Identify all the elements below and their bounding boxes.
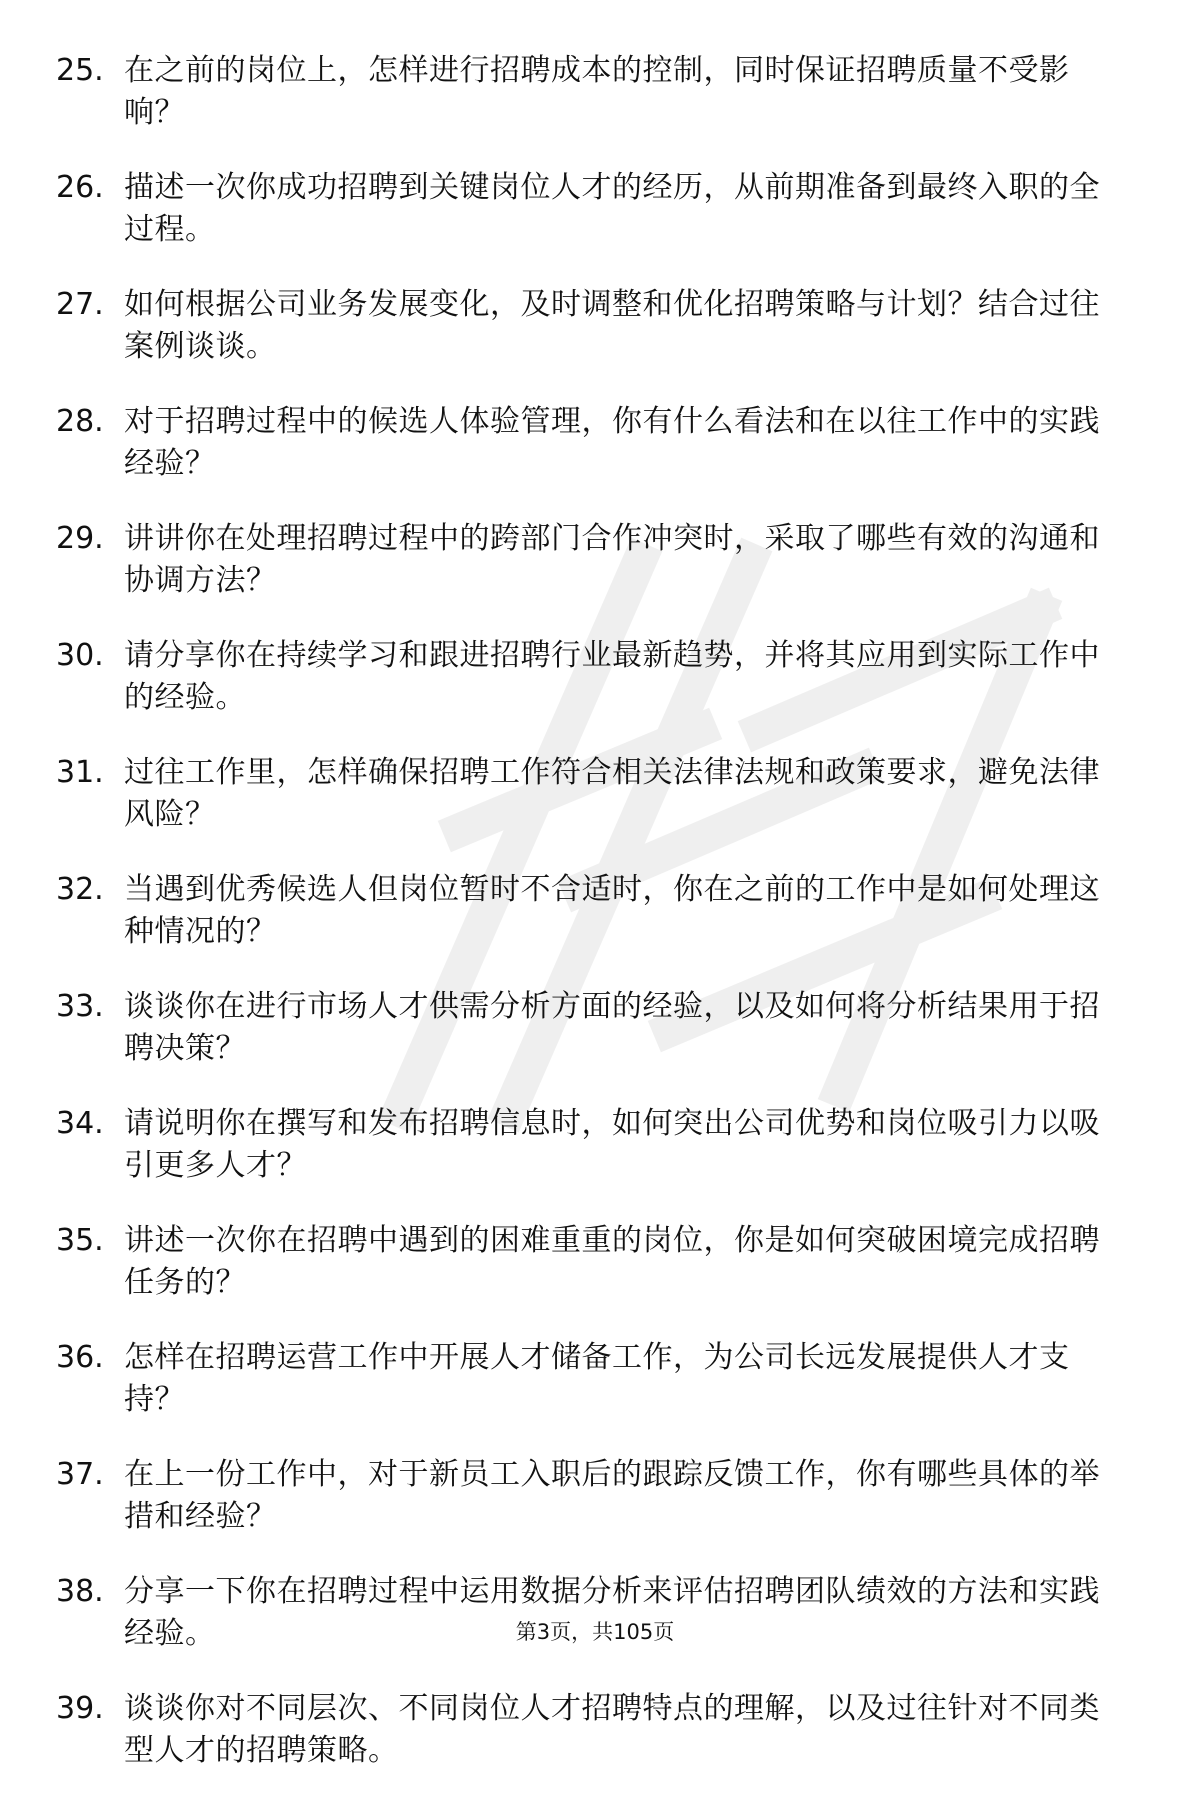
question-number: 25. (56, 53, 104, 88)
question-number: 29. (56, 521, 104, 556)
question-item (56, 1337, 1116, 1433)
question-text: 分享一下你在招聘过程中运用数据分析来评估招聘团队绩效的方法和实践经验。 (124, 1574, 1100, 1651)
question-item (56, 401, 1116, 497)
question-text: 请说明你在撰写和发布招聘信息时，如何突出公司优势和岗位吸引力以吸引更多人才？ (124, 1106, 1100, 1183)
question-number: 34. (56, 1106, 104, 1141)
question-item (56, 1454, 1116, 1550)
question-item (56, 167, 1116, 263)
question-item (56, 1220, 1116, 1316)
question-text: 请分享你在持续学习和跟进招聘行业最新趋势，并将其应用到实际工作中的经验。 (124, 638, 1100, 715)
question-number: 31. (56, 755, 104, 790)
question-text: 过往工作里，怎样确保招聘工作符合相关法律法规和政策要求，避免法律风险？ (124, 755, 1100, 832)
question-item (56, 1103, 1116, 1199)
question-item (56, 518, 1116, 614)
question-text: 在上一份工作中，对于新员工入职后的跟踪反馈工作，你有哪些具体的举措和经验？ (124, 1457, 1100, 1534)
question-text: 谈谈你在进行市场人才供需分析方面的经验，以及如何将分析结果用于招聘决策？ (124, 989, 1100, 1066)
question-text: 讲述一次你在招聘中遇到的困难重重的岗位，你是如何突破困境完成招聘任务的？ (124, 1223, 1100, 1300)
question-item (56, 986, 1116, 1082)
question-number: 36. (56, 1340, 104, 1375)
question-text: 在之前的岗位上，怎样进行招聘成本的控制，同时保证招聘质量不受影响？ (124, 53, 1070, 130)
question-number: 30. (56, 638, 104, 673)
question-text: 如何根据公司业务发展变化，及时调整和优化招聘策略与计划？结合过往案例谈谈。 (124, 287, 1100, 364)
question-item (56, 284, 1116, 380)
question-text: 对于招聘过程中的候选人体验管理，你有什么看法和在以往工作中的实践经验？ (124, 404, 1100, 481)
question-text: 描述一次你成功招聘到关键岗位人才的经历，从前期准备到最终入职的全过程。 (124, 170, 1100, 247)
question-number: 35. (56, 1223, 104, 1258)
question-item (56, 869, 1116, 965)
question-number: 27. (56, 287, 104, 322)
question-item (56, 635, 1116, 731)
question-text: 当遇到优秀候选人但岗位暂时不合适时，你在之前的工作中是如何处理这种情况的？ (124, 872, 1100, 949)
question-number: 26. (56, 170, 104, 205)
question-item (56, 1688, 1116, 1784)
question-number: 39. (56, 1691, 104, 1726)
page-footer: 第3页，共105页 (515, 1620, 675, 1644)
question-number: 38. (56, 1574, 104, 1609)
question-list (56, 50, 1116, 1805)
question-text: 讲讲你在处理招聘过程中的跨部门合作冲突时，采取了哪些有效的沟通和协调方法？ (124, 521, 1100, 598)
question-number: 28. (56, 404, 104, 439)
question-item (56, 752, 1116, 848)
question-item (56, 50, 1116, 146)
question-number: 32. (56, 872, 104, 907)
question-text: 怎样在招聘运营工作中开展人才储备工作，为公司长远发展提供人才支持？ (124, 1340, 1070, 1417)
question-text: 谈谈你对不同层次、不同岗位人才招聘特点的理解，以及过往针对不同类型人才的招聘策略。 (124, 1691, 1100, 1768)
question-number: 37. (56, 1457, 104, 1492)
question-number: 33. (56, 989, 104, 1024)
